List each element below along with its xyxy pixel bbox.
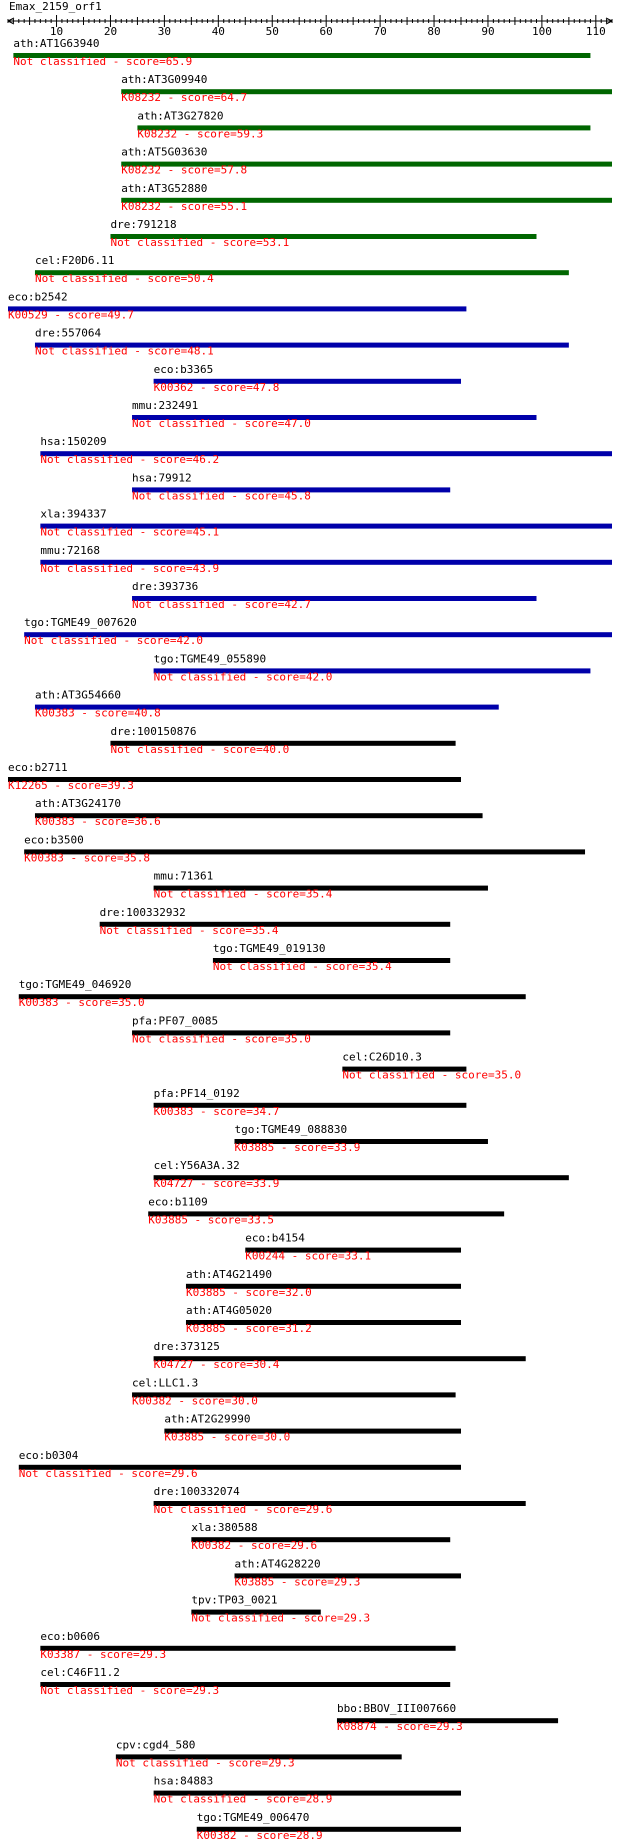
hit-name: eco:b0304 — [18, 1448, 79, 1462]
hit-name: tgo:TGME49_006470 — [196, 1810, 310, 1824]
hit-name: dre:100332074 — [153, 1485, 240, 1498]
axis-tick-label: 50 — [265, 25, 279, 38]
hit-description: Not classified - score=40.0 — [110, 742, 290, 756]
hit-row — [164, 1413, 461, 1444]
hit-description: Not classified - score=42.7 — [132, 598, 311, 611]
hit-description: K08232 - score=59.3 — [137, 127, 264, 141]
hit-description: K03885 - score=33.5 — [148, 1213, 275, 1227]
hit-row — [40, 1630, 455, 1661]
hit-row — [132, 471, 450, 502]
hit-name: tgo:TGME49_019130 — [212, 942, 326, 955]
axis-tick-label: 90 — [481, 25, 495, 38]
hit-name: tgo:TGME49_046920 — [18, 978, 132, 992]
hit-description: K03885 - score=30.0 — [164, 1430, 291, 1444]
hit-description: Not classified - score=45.8 — [132, 489, 311, 503]
hit-description: K08232 - score=64.7 — [121, 91, 248, 105]
hit-description: Not classified - score=29.6 — [153, 1503, 333, 1516]
hit-description: K00383 - score=35.0 — [18, 996, 145, 1010]
hit-row — [197, 1811, 461, 1841]
hit-description: K08232 - score=55.1 — [121, 199, 248, 213]
hit-name: cel:C46F11.2 — [40, 1666, 120, 1679]
hit-row — [154, 1485, 526, 1516]
hit-description: K00382 - score=29.6 — [191, 1539, 318, 1553]
hit-name: ath:AT1G63940 — [13, 37, 100, 50]
hit-name: ath:AT4G21490 — [185, 1267, 273, 1281]
hit-description: K03885 - score=32.0 — [185, 1285, 312, 1299]
hit-row — [19, 978, 526, 1009]
hit-row — [24, 616, 612, 647]
hit-row — [35, 327, 569, 358]
hit-row — [40, 435, 612, 466]
hit-row — [191, 1594, 370, 1625]
hit-row — [121, 182, 612, 213]
hit-name: cel:C26D10.3 — [342, 1050, 422, 1064]
hit-row — [40, 1666, 450, 1697]
hit-description: Not classified - score=46.2 — [40, 453, 220, 467]
hit-name: tgo:TGME49_055890 — [153, 652, 267, 666]
hit-description: K00383 - score=36.6 — [34, 815, 161, 829]
hit-row — [235, 1557, 462, 1588]
hit-description: Not classified - score=29.6 — [18, 1466, 198, 1480]
hit-name: hsa:84883 — [153, 1774, 214, 1788]
hit-row — [24, 833, 585, 864]
hit-description: K03387 - score=29.3 — [40, 1647, 167, 1661]
hit-row — [35, 254, 569, 285]
hit-name: eco:b2542 — [8, 290, 68, 304]
hit-name: xla:394337 — [40, 507, 107, 521]
hit-description: K04727 - score=30.4 — [153, 1358, 280, 1372]
hit-name: mmu:72168 — [40, 543, 100, 557]
hit-description: K00244 - score=33.1 — [245, 1249, 372, 1263]
hit-name: eco:b0606 — [40, 1629, 100, 1643]
hit-list — [8, 37, 612, 1841]
hit-row — [154, 1775, 461, 1806]
hit-description: Not classified - score=29.3 — [191, 1611, 371, 1625]
hit-row — [121, 73, 612, 104]
hit-description: Not classified - score=29.3 — [115, 1756, 295, 1770]
hit-row — [116, 1738, 402, 1769]
hit-row — [132, 580, 536, 611]
hit-row — [154, 1340, 526, 1371]
hit-description: Not classified - score=35.4 — [212, 960, 392, 973]
hit-row — [154, 1159, 569, 1190]
hit-name: ath:AT3G54660 — [34, 688, 122, 702]
hit-row — [8, 290, 466, 321]
hit-row — [148, 1195, 504, 1226]
hit-name: eco:b3500 — [24, 833, 84, 847]
hit-name: ath:AT3G24170 — [34, 797, 122, 811]
hit-description: Not classified - score=53.1 — [110, 236, 290, 249]
hit-name: tgo:TGME49_007620 — [24, 616, 137, 630]
hit-description: K12265 - score=39.3 — [8, 779, 134, 792]
hit-description: Not classified - score=29.3 — [40, 1684, 220, 1697]
hit-description: K04727 - score=33.9 — [153, 1177, 280, 1191]
hit-description: Not classified - score=45.1 — [40, 525, 220, 539]
hit-description: Not classified - score=35.4 — [153, 887, 333, 901]
hit-row — [213, 942, 450, 973]
hit-name: ath:AT4G05020 — [185, 1304, 273, 1317]
hit-name: eco:b2711 — [8, 761, 68, 774]
hit-row — [154, 363, 461, 394]
hit-row — [132, 1014, 450, 1045]
hit-description: Not classified - score=42.0 — [153, 670, 333, 684]
hit-row — [154, 652, 591, 683]
hit-name: hsa:150209 — [40, 435, 107, 449]
hit-row — [337, 1702, 558, 1733]
axis-tick-label: 20 — [103, 25, 118, 38]
axis-tick-label: 80 — [427, 25, 441, 38]
hit-name: tgo:TGME49_088830 — [234, 1123, 348, 1136]
hit-name: ath:AT5G03630 — [121, 145, 208, 159]
hit-row — [186, 1304, 461, 1335]
hit-name: dre:557064 — [34, 326, 102, 340]
hit-description: K03885 - score=31.2 — [185, 1322, 312, 1335]
hit-row — [186, 1268, 461, 1299]
hit-name: ath:AT4G28220 — [234, 1557, 321, 1571]
hit-row — [121, 146, 612, 177]
hit-row — [100, 906, 451, 937]
hit-row — [235, 1123, 488, 1154]
hit-description: K00382 - score=30.0 — [132, 1394, 258, 1408]
hit-description: Not classified - score=48.1 — [34, 344, 214, 358]
hit-row — [35, 797, 483, 828]
hit-description: Not classified - score=42.0 — [24, 634, 203, 648]
hit-name: dre:393736 — [132, 580, 199, 593]
hit-name: cel:LLC1.3 — [132, 1376, 199, 1390]
hit-row — [154, 870, 488, 901]
hit-description: Not classified - score=35.0 — [342, 1068, 522, 1082]
axis-tick-label: 60 — [319, 25, 333, 38]
hit-row — [13, 37, 590, 68]
hit-name: pfa:PF07_0085 — [132, 1014, 219, 1028]
hit-description: K00529 - score=49.7 — [8, 308, 134, 322]
hit-name: dre:373125 — [153, 1340, 220, 1354]
hit-name: hsa:79912 — [132, 471, 192, 485]
hit-name: cel:F20D6.11 — [34, 254, 115, 268]
hit-name: ath:AT3G09940 — [121, 73, 208, 87]
hit-row — [245, 1232, 461, 1263]
hit-name: ath:AT3G52880 — [121, 181, 208, 195]
hit-row — [40, 544, 612, 575]
hit-row — [40, 508, 612, 539]
hit-row — [137, 109, 590, 140]
hit-row — [132, 399, 536, 430]
hit-name: mmu:232491 — [132, 399, 199, 412]
hit-description: K00383 - score=35.8 — [24, 851, 151, 865]
hit-row — [19, 1449, 461, 1480]
hit-description: K08232 - score=57.8 — [121, 163, 248, 177]
hit-description: Not classified - score=35.0 — [132, 1032, 311, 1046]
hit-name: pfa:PF14_0192 — [153, 1086, 240, 1100]
hit-row — [154, 1087, 467, 1118]
hit-name: dre:791218 — [110, 218, 177, 231]
hit-description: Not classified - score=47.0 — [132, 417, 311, 430]
hit-description: Not classified - score=43.9 — [40, 561, 220, 575]
hit-description: K03885 - score=29.3 — [234, 1575, 361, 1589]
hit-name: cpv:cgd4_580 — [115, 1738, 196, 1752]
hit-name: mmu:71361 — [153, 869, 214, 883]
hit-description: K03885 - score=33.9 — [234, 1141, 361, 1154]
sequence-axis — [8, 15, 612, 38]
hit-description: K08874 - score=29.3 — [336, 1720, 463, 1734]
hit-name: eco:b3365 — [153, 362, 214, 376]
hit-row — [342, 1051, 521, 1082]
hit-description: Not classified - score=35.4 — [99, 923, 279, 937]
hit-description: Not classified - score=50.4 — [34, 272, 214, 286]
hit-name: eco:b4154 — [245, 1231, 305, 1245]
hit-row — [8, 761, 461, 792]
hit-row — [35, 689, 499, 720]
hit-row — [110, 725, 455, 756]
hit-description: K00382 - score=28.9 — [196, 1828, 323, 1841]
axis-tick-label: 100 — [531, 25, 552, 38]
hit-name: xla:380588 — [191, 1521, 258, 1535]
hit-name: tpv:TP03_0021 — [191, 1593, 278, 1607]
hit-name: dre:100332932 — [99, 905, 186, 919]
axis-tick-label: 110 — [585, 25, 606, 38]
hit-name: cel:Y56A3A.32 — [153, 1159, 240, 1173]
axis-tick-label: 30 — [157, 25, 172, 38]
axis-tick-label: 10 — [49, 25, 64, 38]
hit-description: Not classified - score=28.9 — [153, 1792, 333, 1806]
hit-description: K00362 - score=47.8 — [153, 380, 280, 394]
axis-tick-label: 40 — [211, 25, 225, 38]
axis-tick-label: 70 — [373, 25, 387, 38]
hit-description: Not classified - score=65.9 — [13, 55, 193, 68]
hit-description: K00383 - score=40.8 — [34, 706, 161, 720]
hit-name: dre:100150876 — [110, 724, 197, 738]
hit-row — [110, 218, 536, 249]
chart-title: Emax_2159_orf1 — [9, 0, 102, 13]
hit-name: eco:b1109 — [148, 1195, 208, 1209]
hit-description: K00383 - score=34.7 — [153, 1104, 280, 1118]
hit-name: ath:AT2G29990 — [164, 1412, 251, 1426]
hit-name: ath:AT3G27820 — [137, 109, 224, 123]
hit-row — [132, 1376, 456, 1407]
hit-name: bbo:BBOV_III007660 — [336, 1702, 457, 1716]
hit-row — [191, 1521, 450, 1552]
